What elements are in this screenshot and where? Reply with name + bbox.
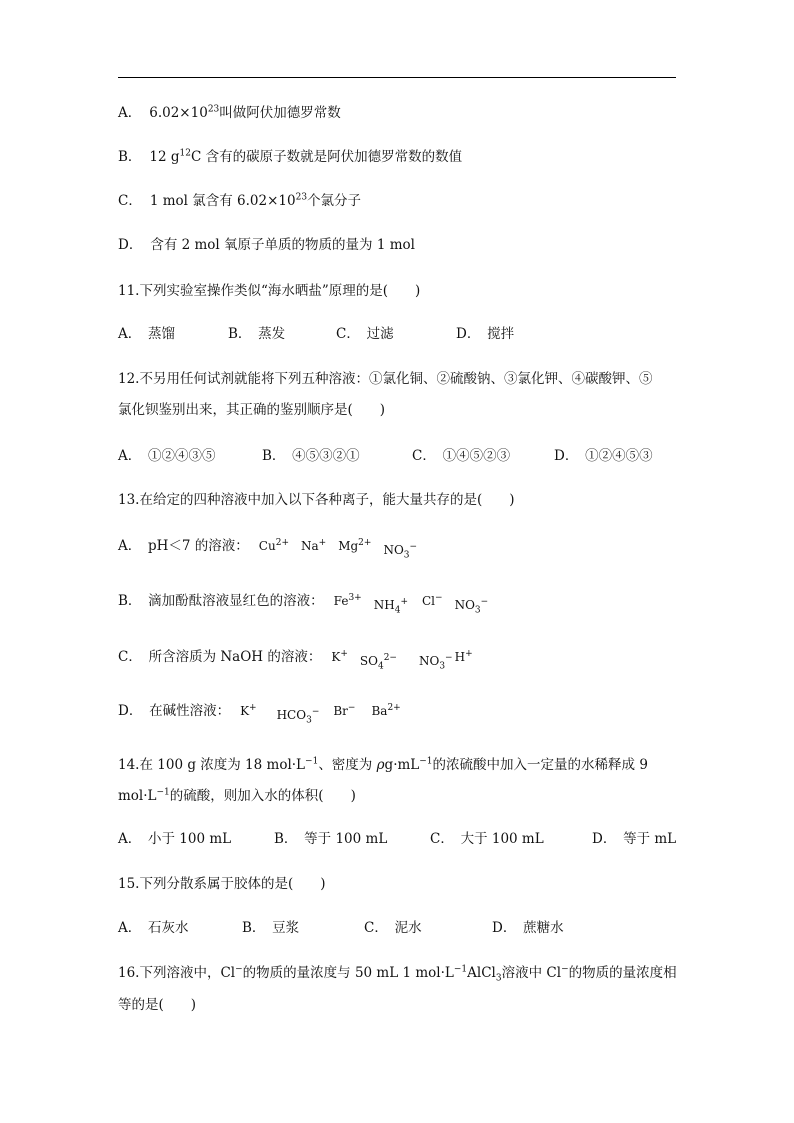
q11-option-d: D． 搅拌: [456, 326, 515, 342]
q14-stem-line1: 14.在 100 g 浓度为 18 $mol\cdot L^{-1}$、密度为 $\rho g\cdot mL^{-1}$的浓硫酸中加入一定量的水稀释成 9: [118, 756, 648, 773]
ion-no3: $NO_3^-$: [454, 597, 489, 616]
ion-ba: $Ba^{2+}$: [371, 703, 401, 718]
q13-option-a: A． pH＜7 的溶液： $Cu^{2+}$ Na+ $Mg^{2+}$ $NO_3^-$: [118, 538, 418, 561]
q16-stem-line2: 等的是( ): [118, 997, 197, 1013]
q13-option-d: D． 在碱性溶液： K+ $HCO_3^-$ Br− $Ba^{2+}$: [118, 703, 401, 726]
q11-stem: 11.下列实验室操作类似“海水晒盐”原理的是( ): [118, 283, 421, 299]
q12-option-a: A． ①②④③⑤: [118, 448, 216, 464]
ion-no3: $NO_3^-$: [383, 542, 418, 561]
ion-mg: $Mg^{2+}$: [338, 538, 372, 553]
q12-option-c: C． ①④⑤②③: [412, 448, 511, 464]
q15-option-a: A． 石灰水: [118, 920, 189, 936]
q13-option-b: B． 滴加酚酞溶液显红色的溶液： $Fe^{3+}$ $NH_4^+$ Cl− $NO_3^-$: [118, 593, 489, 616]
ion-na: Na+: [301, 538, 327, 553]
q10-option-c: C． 1 mol 氯含有 $6.02\times 10^{23}$个氯分子: [118, 192, 362, 209]
header-rule: [118, 77, 676, 78]
q14-option-c: C． 大于 100 mL: [430, 831, 544, 847]
ion-no3: $NO_3^-$: [418, 653, 453, 672]
q10-option-d: D． 含有 2 mol 氧原子单质的物质的量为 1 mol: [118, 237, 415, 253]
ion-so4: $SO_4^{2-}$: [359, 653, 397, 672]
q14-option-a: A． 小于 100 mL: [118, 831, 232, 847]
q10-option-a: A． $6.02\times 10^{23}$叫做阿伏加德罗常数: [118, 104, 341, 121]
q14-option-d: D． 等于 mL: [592, 831, 677, 847]
ion-k: K+: [240, 703, 257, 718]
q14-stem-line2: $mol\cdot L^{-1}$的硫酸，则加入水的体积( ): [118, 787, 356, 804]
q13-option-c: C． 所含溶质为 NaOH 的溶液： K+ $SO_4^{2-}$ $NO_3^-$ H+: [118, 649, 473, 672]
ion-k: K+: [331, 649, 348, 664]
q16-stem-line1: 16.下列溶液中，Cl−的物质的量浓度与 50 mL 1 $mol\cdot L^{-1}AlCl_3$溶液中 Cl−的物质的量浓度相: [118, 964, 677, 984]
q15-option-b: B． 豆浆: [242, 920, 300, 936]
ion-fe: $Fe^{3+}$: [333, 593, 362, 608]
ion-nh4: $NH_4^+$: [373, 597, 408, 616]
ion-hco3: $HCO_3^-$: [276, 707, 320, 726]
q10-option-b: B． 12 $g^{12}C$ 含有的碳原子数就是阿伏加德罗常数的数值: [118, 148, 463, 165]
q12-stem-line1: 12.不另用任何试剂就能将下列五种溶液：①氯化铜、②硫酸钠、③氯化钾、④碳酸钾、⑤: [118, 371, 653, 387]
q15-stem: 15.下列分散系属于胶体的是( ): [118, 876, 326, 892]
q11-option-a: A． 蒸馏: [118, 326, 175, 342]
q15-option-d: D． 蔗糖水: [492, 920, 564, 936]
q13-stem: 13.在给定的四种溶液中加入以下各种离子，能大量共存的是( ): [118, 492, 515, 508]
ion-h: H+: [454, 649, 473, 664]
q15-option-c: C． 泥水: [364, 920, 422, 936]
ion-br: Br−: [333, 703, 356, 718]
q11-option-b: B． 蒸发: [228, 326, 286, 342]
q12-option-b: B． ④⑤③②①: [262, 448, 360, 464]
q12-stem-line2: 氯化钡鉴别出来，其正确的鉴别顺序是( ): [118, 402, 386, 418]
q12-option-d: D． ①②④⑤③: [554, 448, 653, 464]
ion-cu: $Cu^{2+}$: [258, 538, 289, 553]
ion-cl: Cl−: [421, 593, 443, 608]
q11-option-c: C． 过滤: [336, 326, 394, 342]
q14-option-b: B． 等于 100 mL: [274, 831, 388, 847]
